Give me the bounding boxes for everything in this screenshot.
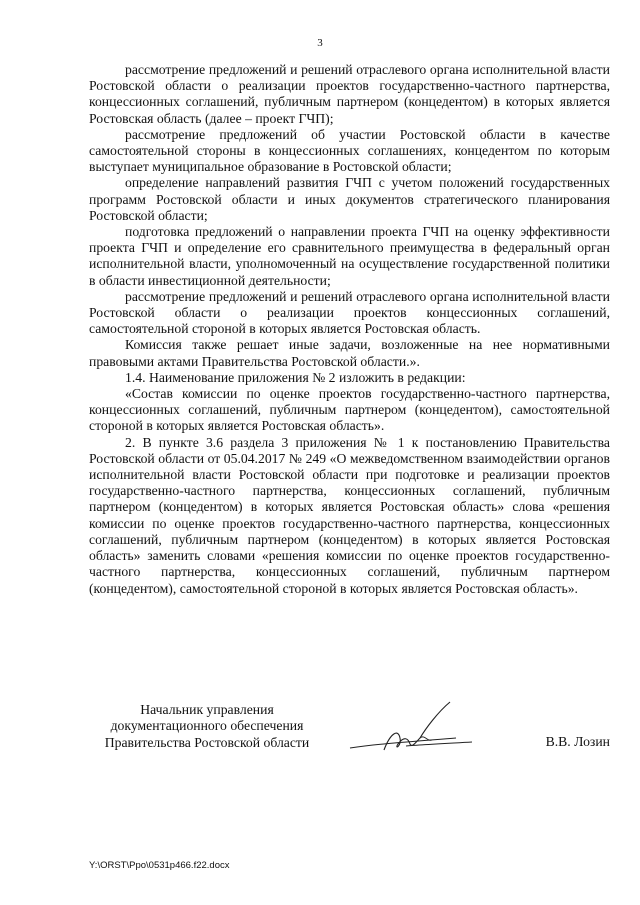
- handwritten-signature: [346, 698, 476, 762]
- signer-name: В.В. Лозин: [545, 734, 610, 749]
- signer-title-line: Правительства Ростовской области: [104, 734, 310, 750]
- signer-title: [89, 702, 325, 751]
- paragraph: рассмотрение предложений и решений отраслевого органа исполнительной власти Ростовской области о реализации проектов государственно-частного партнерства, концессионных соглашений, публичным партнером (концедентом) в которых является Ростовская область (далее – проект ГЧП);: [89, 62, 610, 126]
- paragraph: 1.4. Наименование приложения № 2 изложить в редакции:: [125, 369, 466, 385]
- paragraph: рассмотрение предложений об участии Ростовской области в качестве самостоятельной стороны в концессионных соглашениях, концедентом по которым выступает муниципальное образование в Ростовской области;: [89, 126, 610, 175]
- paragraph: рассмотрение предложений и решений отраслевого органа исполнительной власти Ростовской области о реализации проектов концессионных соглашений, самостоятельной стороной в которых является Ростовская область.: [89, 288, 610, 337]
- paragraph: подготовка предложений о направлении проекта ГЧП на оценку эффективности проекта ГЧП и определение его сравнительного преимущества в федеральный орган исполнительной власти, уполномоченный на осуществление государственной политики в области инвестиционной деятельности;: [89, 224, 610, 288]
- signature-block: [89, 702, 610, 772]
- paragraph: Комиссия также решает иные задачи, возложенные на нее нормативными правовыми актами Правительства Ростовской области.».: [89, 337, 610, 369]
- signer-title-line: документационного обеспечения: [110, 718, 304, 734]
- paragraph: «Состав комиссии по оценке проектов государственно-частного партнерства, концессионных соглашений, публичным партнером (концедентом), самостоятельной стороной в которых является Ростовская область».: [89, 386, 610, 434]
- document-body: [89, 62, 610, 597]
- paragraph: определение направлений развития ГЧП с учетом положений государственных программ Ростовской области и иных документов стратегического планирования Ростовской области;: [89, 175, 610, 223]
- signer-title-line: Начальник управления: [140, 702, 274, 717]
- page-number: 3: [317, 37, 323, 49]
- file-path: Y:\ORST\Ppo\0531p466.f22.docx: [89, 860, 230, 871]
- paragraph: 2. В пункте 3.6 раздела 3 приложения № 1 к постановлению Правительства Ростовской области от 05.04.2017 № 249 «О межведомственном взаимодействии органов исполнительной власти Ростовской области при подготовке и реализации проектов государственно-частного партнерства, концессионных соглашений, публичным партнером (концедентом) в которых является Ростовская область» слова «решения комиссии по оценке проектов государственно-частного партнерства, концессионных соглашений, публичным партнером (концедентом) в которых является Ростовская область» заменить словами «решения комиссии по оценке проектов государственно-частного партнерства, концессионных соглашений, публичным партнером (концедентом), самостоятельной стороной в которых является Ростовская область».: [89, 434, 610, 596]
